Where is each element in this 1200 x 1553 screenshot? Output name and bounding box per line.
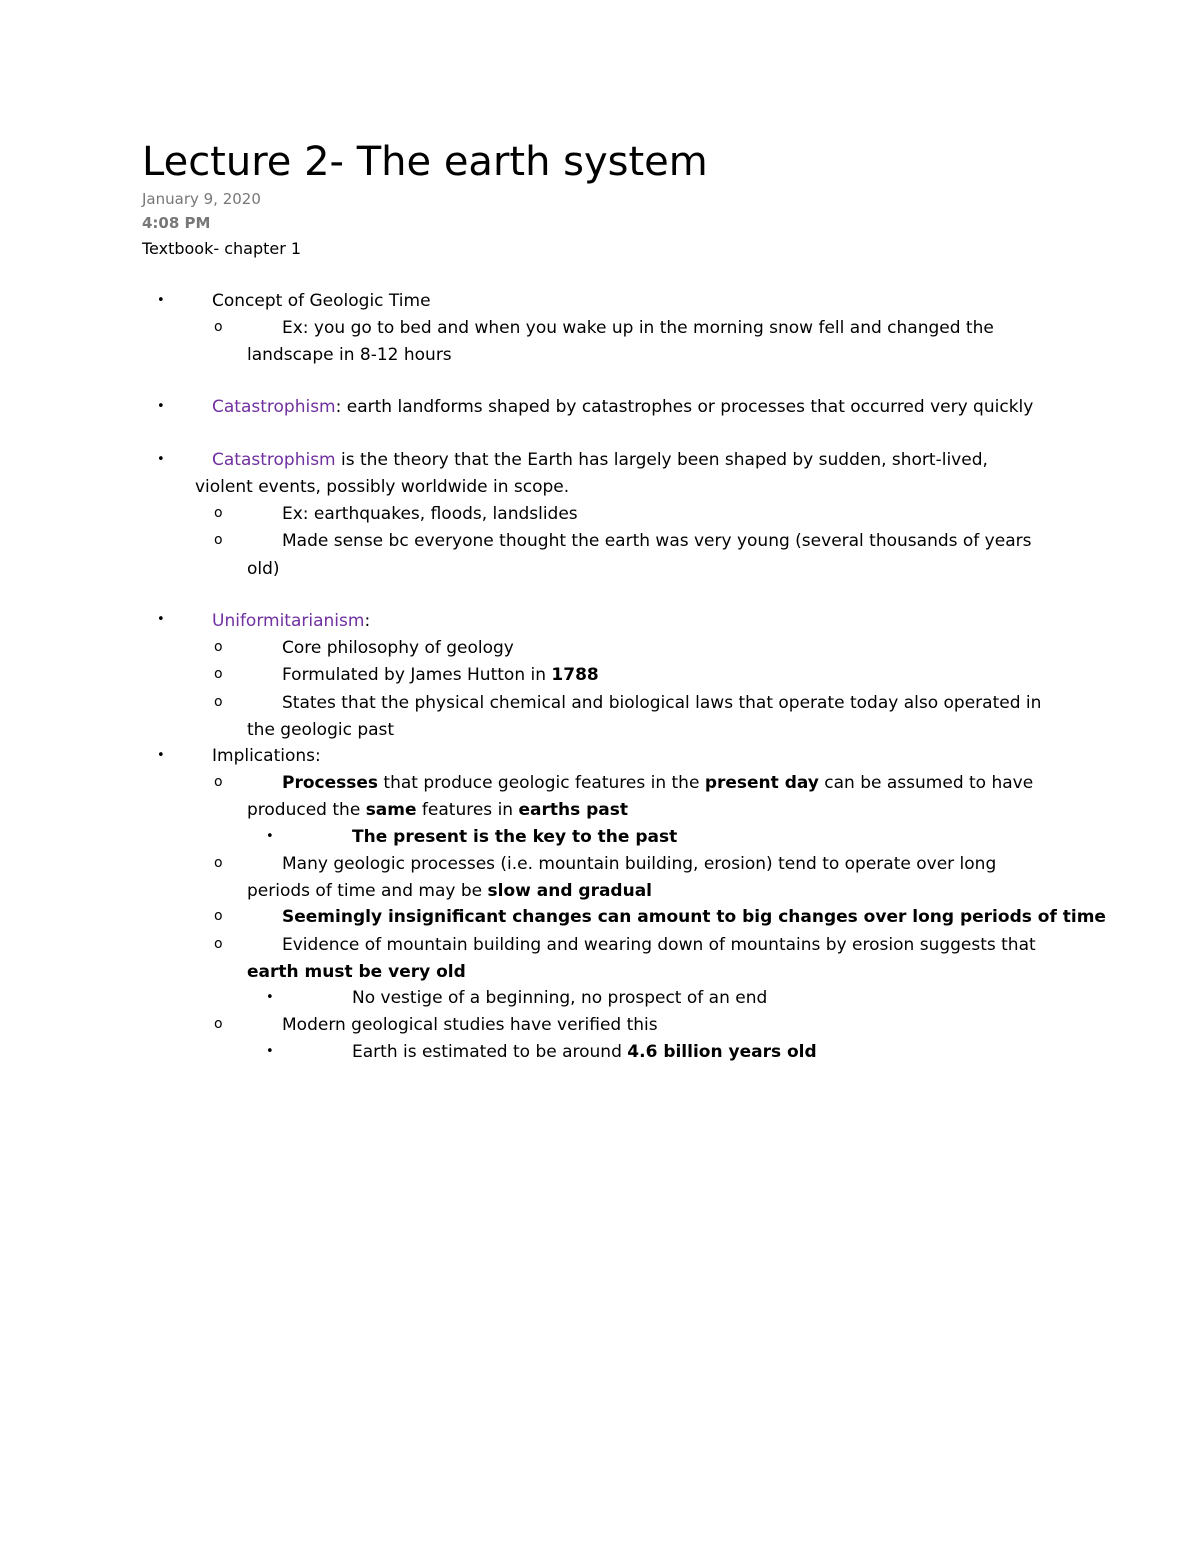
sub-bullet-marker: o [214, 774, 223, 790]
list-item-implications: Implications: [212, 746, 321, 766]
bold-key-to-past: The present is the key to the past [352, 827, 678, 847]
implication-no-vestige: No vestige of a beginning, no prospect of an end [352, 988, 768, 1008]
bold-earths-past: earths past [518, 800, 629, 820]
implication-text: periods of time and may be [247, 881, 488, 901]
bold-slow-gradual: slow and gradual [487, 881, 653, 901]
implication-slow-processes-cont [247, 878, 652, 905]
bullet-marker: • [157, 748, 165, 763]
note-time: 4:08 PM [142, 214, 211, 232]
bold-earth-age: 4.6 billion years old [627, 1042, 817, 1062]
page-title: Lecture 2- The earth system [142, 139, 708, 185]
implication-processes-cont [247, 797, 628, 824]
sub-bullet-marker: o [214, 908, 223, 924]
sub-bullet-marker: o [214, 532, 223, 548]
catastrophism-sense: Made sense bc everyone thought the earth was very young (several thousands of years [282, 531, 1032, 551]
bold-insignificant-changes: Seemingly insignificant changes can amount to big changes over long periods of time [282, 907, 1106, 927]
uniformitarianism-states: States that the physical chemical and biological laws that operate today also operated in [282, 693, 1042, 713]
implication-text: produced the [247, 800, 366, 820]
term-catastrophism: Catastrophism [212, 397, 336, 417]
catastrophism-example: Ex: earthquakes, floods, landslides [282, 504, 578, 524]
bullet-marker: • [266, 990, 274, 1005]
uniformitarianism-core: Core philosophy of geology [282, 638, 514, 658]
bold-same: same [365, 800, 417, 820]
uniformitarianism-colon: : [364, 611, 371, 631]
hutton-text: Formulated by James Hutton in [282, 665, 552, 685]
implication-text: can be assumed to have [818, 773, 1034, 793]
term-uniformitarianism: Uniformitarianism [212, 611, 365, 631]
bullet-marker: • [157, 293, 165, 308]
sub-bullet-marker: o [214, 936, 223, 952]
list-item-catastrophism-theory [212, 447, 988, 474]
catastrophism-definition-text: : earth landforms shaped by catastrophes or processes that occurred very quickly [335, 397, 1034, 417]
catastrophism-sense-cont: old) [247, 559, 280, 579]
uniformitarianism-states-cont: the geologic past [247, 720, 395, 740]
bold-present-day: present day [704, 773, 819, 793]
uniformitarianism-hutton [282, 662, 599, 689]
sub-bullet-marker: o [214, 1016, 223, 1032]
geologic-time-example: Ex: you go to bed and when you wake up in the morning snow fell and changed the [282, 318, 994, 338]
implication-earth-age [352, 1039, 817, 1066]
sub-bullet-marker: o [214, 855, 223, 871]
bullet-marker: • [157, 452, 165, 467]
term-catastrophism: Catastrophism [212, 450, 336, 470]
implication-evidence: Evidence of mountain building and wearing down of mountains by erosion suggests that [282, 935, 1036, 955]
implication-evidence-cont [247, 959, 466, 986]
implication-verified: Modern geological studies have verified this [282, 1015, 658, 1035]
implication-key-to-past [352, 824, 677, 851]
list-item-geologic-time: Concept of Geologic Time [212, 291, 431, 311]
sub-bullet-marker: o [214, 505, 223, 521]
note-date: January 9, 2020 [142, 190, 261, 208]
catastrophism-theory-cont: violent events, possibly worldwide in scope. [195, 477, 570, 497]
sub-bullet-marker: o [214, 639, 223, 655]
implication-text: that produce geologic features in the [378, 773, 705, 793]
implication-text: features in [416, 800, 519, 820]
catastrophism-theory-text: is the theory that the Earth has largely been shaped by sudden, short-lived, [335, 450, 988, 470]
geologic-time-example-cont: landscape in 8-12 hours [247, 345, 452, 365]
textbook-reference: Textbook- chapter 1 [142, 239, 302, 258]
sub-bullet-marker: o [214, 319, 223, 335]
sub-bullet-marker: o [214, 666, 223, 682]
sub-bullet-marker: o [214, 694, 223, 710]
bold-processes: Processes [282, 773, 379, 793]
implication-insignificant-changes [282, 904, 1106, 931]
hutton-year: 1788 [551, 665, 599, 685]
bullet-marker: • [266, 1044, 274, 1059]
bullet-marker: • [266, 829, 274, 844]
implication-processes [282, 770, 1033, 797]
implication-text: Earth is estimated to be around [352, 1042, 628, 1062]
bold-earth-very-old: earth must be very old [247, 962, 466, 982]
bullet-marker: • [157, 612, 165, 627]
implication-slow-processes: Many geologic processes (i.e. mountain building, erosion) tend to operate over long [282, 854, 997, 874]
bullet-marker: • [157, 399, 165, 414]
list-item-uniformitarianism [212, 608, 370, 635]
list-item-catastrophism-definition [212, 394, 1033, 421]
